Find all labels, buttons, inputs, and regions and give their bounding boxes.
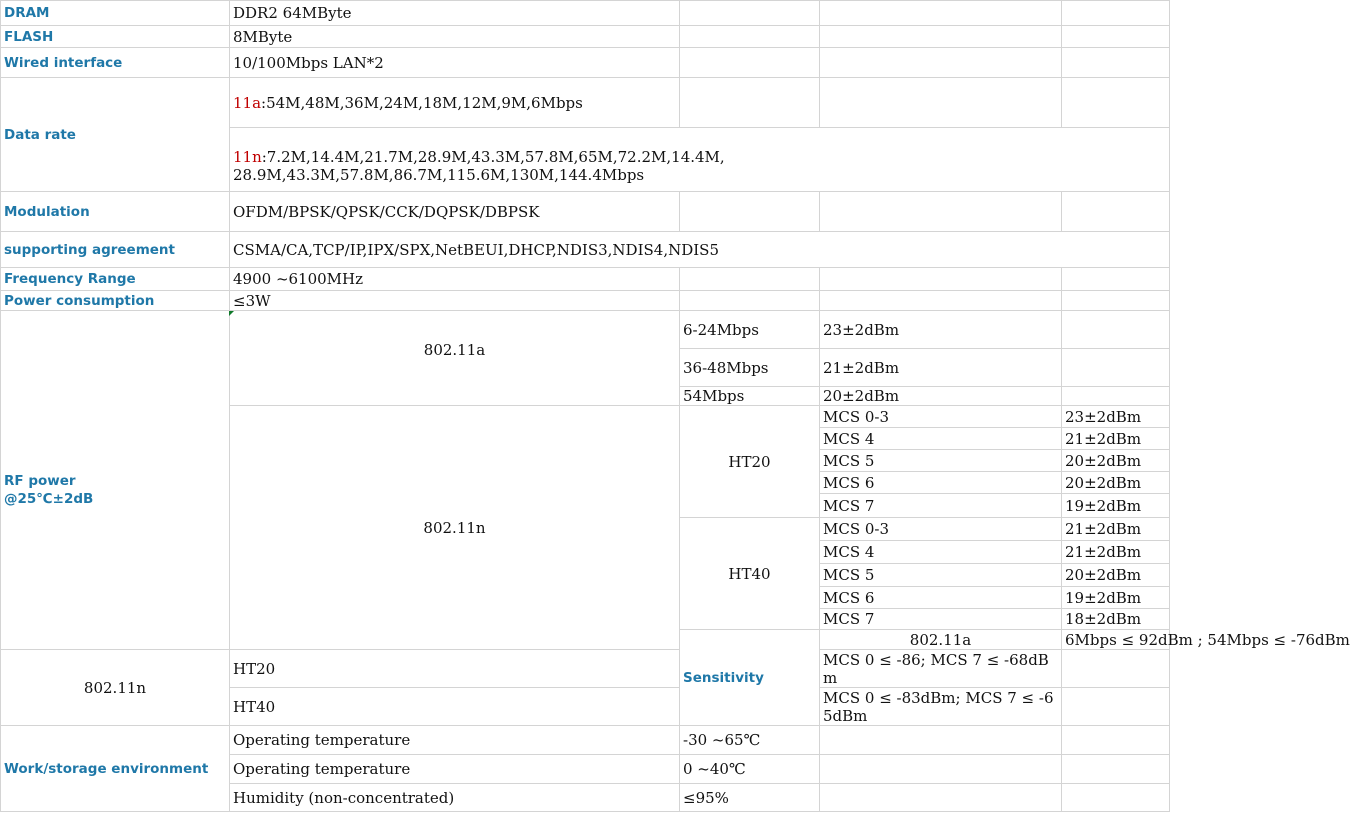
rf-ht40-mcs: MCS 4 (820, 541, 1062, 564)
empty-cell (820, 48, 1062, 78)
empty-cell (1062, 48, 1170, 78)
rf-ht40-power: 18±2dBm (1062, 609, 1170, 630)
empty-cell (680, 48, 820, 78)
rf-ht20-power: 21±2dBm (1062, 428, 1170, 450)
environment-value: 0 ~40℃ (680, 755, 820, 784)
rf-ht40-mcs: MCS 0-3 (820, 518, 1062, 541)
rf-ht20-mcs: MCS 4 (820, 428, 1062, 450)
row-dram (1, 1, 1170, 26)
empty-cell (1062, 268, 1170, 291)
sensitivity-ht20-value: MCS 0 ≤ -86; MCS 7 ≤ -68dBm (820, 650, 1062, 688)
empty-cell (820, 726, 1062, 755)
sensitivity-ht20-label: HT20 (230, 650, 680, 688)
empty-cell (680, 268, 820, 291)
rf-a-rate: 36-48Mbps (680, 349, 820, 387)
rf-a-power: 20±2dBm (820, 387, 1062, 406)
empty-cell (1062, 26, 1170, 48)
empty-cell (1062, 291, 1170, 311)
data-rate-11n-list-2: 28.9M,43.3M,57.8M,86.7M,115.6M,130M,144.4Mbps (233, 165, 645, 184)
empty-cell (1062, 784, 1170, 812)
sensitivity-ht20-row (1, 650, 1170, 688)
empty-cell (1062, 349, 1170, 387)
empty-cell (1062, 688, 1170, 726)
supporting-agreement-value: CSMA/CA,TCP/IP,IPX/SPX,NetBEUI,DHCP,NDIS3,NDIS4,NDIS5 (230, 232, 1170, 268)
rf-ht40-mcs: MCS 7 (820, 609, 1062, 630)
sensitivity-802-11a-value: 6Mbps ≤ 92dBm ; 54Mbps ≤ -76dBm (1062, 630, 1170, 650)
rf-ht20-power: 20±2dBm (1062, 472, 1170, 494)
row-wired-interface (1, 48, 1170, 78)
wired-interface-value: 10/100Mbps LAN*2 (230, 48, 680, 78)
rf-ht20-mcs: MCS 7 (820, 494, 1062, 518)
data-rate-11n-list: :7.2M,14.4M,21.7M,28.9M,43.3M,57.8M,65M,72.2M,14.4M, (261, 147, 725, 166)
dram-label: DRAM (1, 1, 230, 26)
empty-cell (1062, 387, 1170, 406)
rf-power-label-line1: RF power (4, 473, 76, 489)
sensitivity-ht40-value: MCS 0 ≤ -83dBm; MCS 7 ≤ -65dBm (820, 688, 1062, 726)
environment-row (1, 726, 1170, 755)
rf-ht40-power: 21±2dBm (1062, 541, 1170, 564)
rf-ht20-mcs: MCS 0-3 (820, 406, 1062, 428)
modulation-value: OFDM/BPSK/QPSK/CCK/DQPSK/DBPSK (230, 192, 680, 232)
sensitivity-802-11n-mode: 802.11n (1, 650, 230, 726)
empty-cell (820, 291, 1062, 311)
empty-cell (820, 78, 1062, 128)
power-consumption-value: ≤3W (230, 291, 680, 311)
wired-interface-label: Wired interface (1, 48, 230, 78)
data-rate-11a-list: :54M,48M,36M,24M,18M,12M,9M,6Mbps (261, 93, 583, 112)
empty-cell (1062, 755, 1170, 784)
data-rate-label: Data rate (1, 78, 230, 192)
rf-ht40-mcs: MCS 5 (820, 564, 1062, 587)
empty-cell (680, 26, 820, 48)
empty-cell (680, 192, 820, 232)
rf-ht40-mcs: MCS 6 (820, 587, 1062, 609)
rf-a-power: 23±2dBm (820, 311, 1062, 349)
empty-cell (680, 1, 820, 26)
environment-value: ≤95% (680, 784, 820, 812)
rf-ht20-label: HT20 (680, 406, 820, 518)
empty-cell (680, 291, 820, 311)
frequency-range-value: 4900 ~6100MHz (230, 268, 680, 291)
rf-ht40-power: 21±2dBm (1062, 518, 1170, 541)
empty-cell (1062, 78, 1170, 128)
rf-ht20-power: 23±2dBm (1062, 406, 1170, 428)
data-rate-11n-value (230, 128, 1170, 192)
sensitivity-802-11a-mode: 802.11a (820, 630, 1062, 650)
empty-cell (820, 268, 1062, 291)
rf-ht20-mcs: MCS 6 (820, 472, 1062, 494)
rf-802-11n-mode: 802.11n (230, 406, 680, 650)
empty-cell (820, 26, 1062, 48)
empty-cell (1062, 311, 1170, 349)
rf-power-label-line2: @25℃±2dB (4, 491, 94, 507)
rf-a-power: 21±2dBm (820, 349, 1062, 387)
environment-item: Operating temperature (230, 726, 680, 755)
flash-value: 8MByte (230, 26, 680, 48)
rf-power-label (1, 311, 230, 650)
empty-cell (820, 755, 1062, 784)
modulation-label: Modulation (1, 192, 230, 232)
environment-item: Humidity (non-concentrated) (230, 784, 680, 812)
data-rate-11n-prefix: 11n (233, 147, 262, 166)
row-modulation (1, 192, 1170, 232)
cell-comment-marker (229, 311, 234, 316)
supporting-agreement-label: supporting agreement (1, 232, 230, 268)
rf-ht40-power: 19±2dBm (1062, 587, 1170, 609)
sensitivity-label: Sensitivity (680, 630, 820, 726)
rf-ht20-mcs: MCS 5 (820, 450, 1062, 472)
sensitivity-ht40-label: HT40 (230, 688, 680, 726)
empty-cell (680, 78, 820, 128)
empty-cell (1062, 192, 1170, 232)
rf-a-rate: 54Mbps (680, 387, 820, 406)
data-rate-11a-value (230, 78, 680, 128)
rf-a-row (1, 311, 1170, 349)
environment-item: Operating temperature (230, 755, 680, 784)
rf-802-11a-mode: 802.11a (230, 311, 680, 406)
dram-value: DDR2 64MByte (230, 1, 680, 26)
data-rate-11a-prefix: 11a (233, 93, 262, 112)
row-data-rate-11a (1, 78, 1170, 128)
row-supporting-agreement (1, 232, 1170, 268)
empty-cell (820, 192, 1062, 232)
frequency-range-label: Frequency Range (1, 268, 230, 291)
rf-ht20-power: 19±2dBm (1062, 494, 1170, 518)
empty-cell (1062, 1, 1170, 26)
empty-cell (820, 1, 1062, 26)
flash-label: FLASH (1, 26, 230, 48)
environment-value: -30 ~65℃ (680, 726, 820, 755)
environment-label: Work/storage environment (1, 726, 230, 812)
empty-cell (1062, 650, 1170, 688)
row-flash (1, 26, 1170, 48)
empty-cell (820, 784, 1062, 812)
rf-ht40-label: HT40 (680, 518, 820, 630)
power-consumption-label: Power consumption (1, 291, 230, 311)
row-frequency-range (1, 268, 1170, 291)
empty-cell (1062, 726, 1170, 755)
rf-ht40-power: 20±2dBm (1062, 564, 1170, 587)
row-power-consumption (1, 291, 1170, 311)
rf-a-rate: 6-24Mbps (680, 311, 820, 349)
rf-ht20-power: 20±2dBm (1062, 450, 1170, 472)
